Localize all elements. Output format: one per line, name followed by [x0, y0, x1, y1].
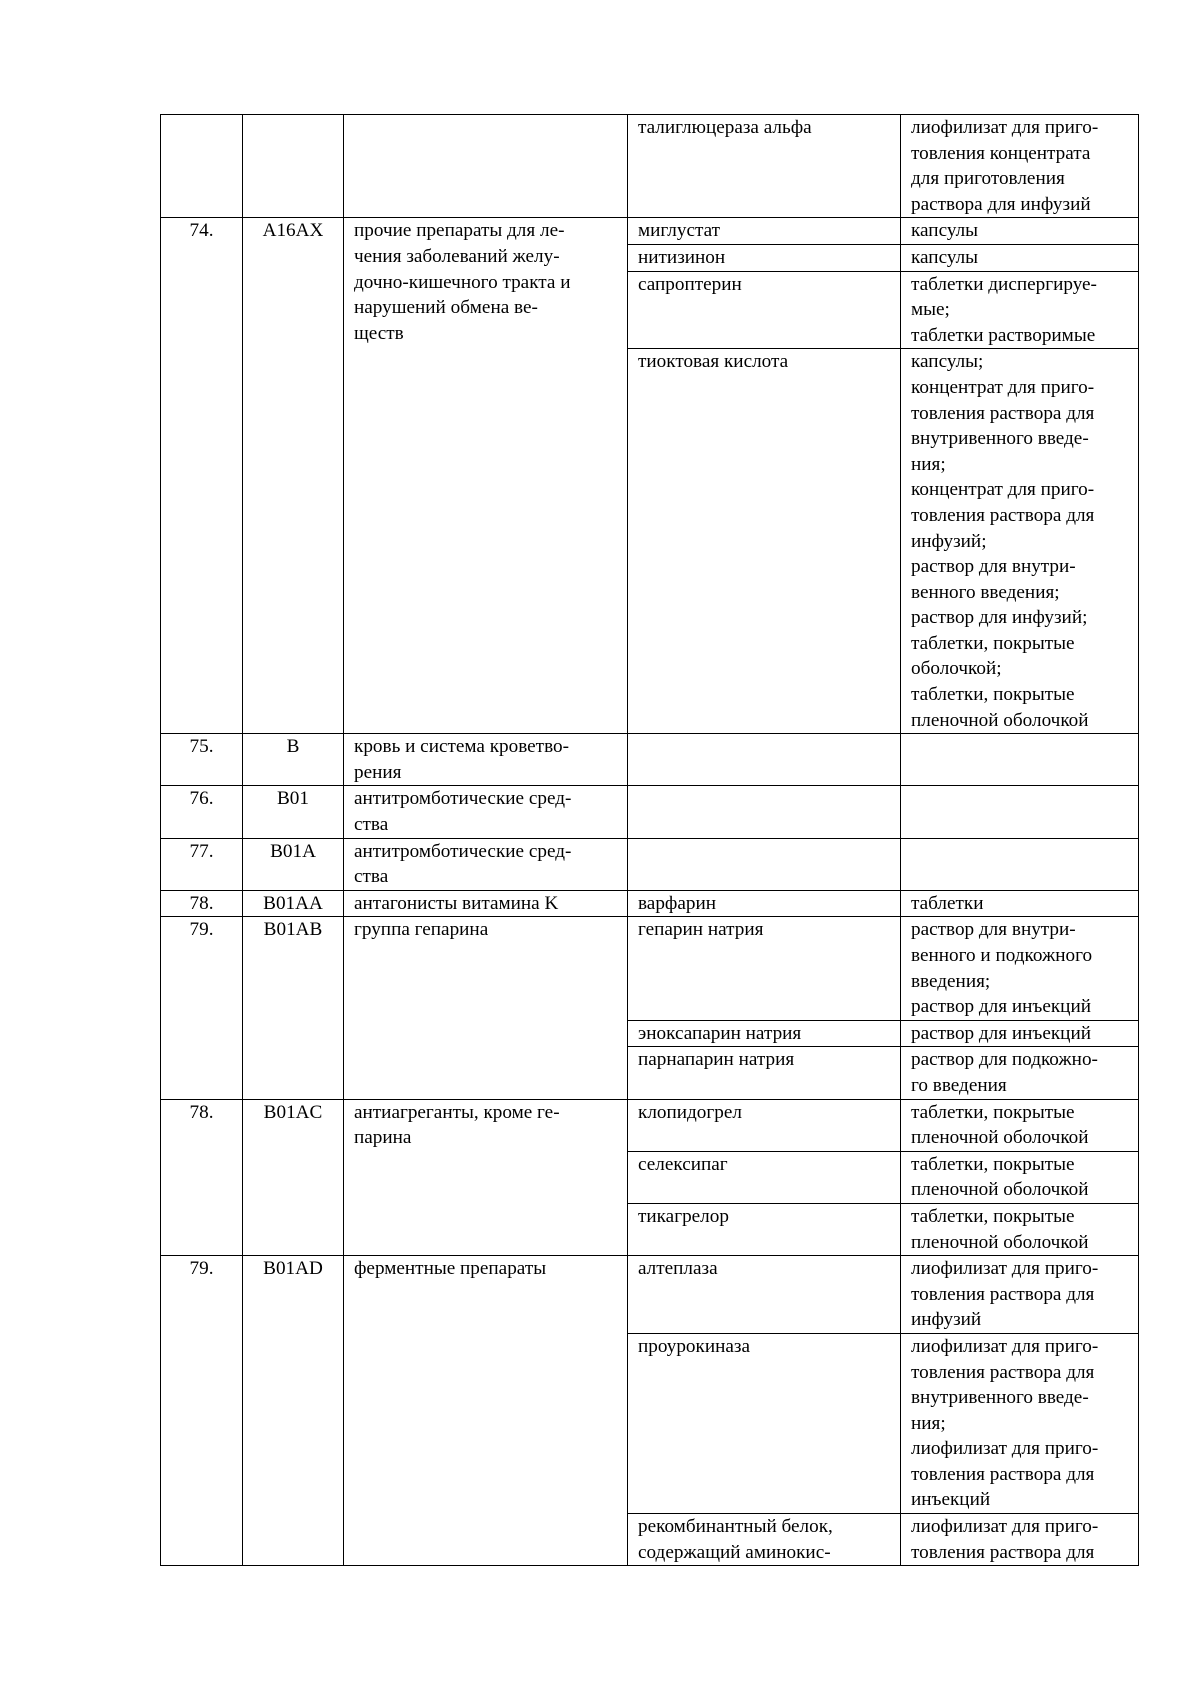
anatomical-group-cell: антиагреганты, кроме ге- парина: [344, 1099, 628, 1256]
dosage-form-cell: лиофилизат для приго- товления раствора для: [901, 1514, 1139, 1566]
atc-code-cell: B: [243, 734, 344, 786]
drug-name-cell: [628, 734, 901, 786]
anatomical-group-cell: группа гепарина: [344, 917, 628, 1099]
table-body: [161, 115, 1139, 1566]
dosage-form-cell: [901, 786, 1139, 838]
table-row: [161, 734, 1139, 786]
drug-name-cell: нитизинон: [628, 244, 901, 271]
dosage-form-cell: [901, 838, 1139, 890]
drug-name-cell: варфарин: [628, 890, 901, 917]
row-number-cell: 75.: [161, 734, 243, 786]
row-number-cell: 76.: [161, 786, 243, 838]
drug-name-cell: талиглюцераза альфа: [628, 115, 901, 218]
dosage-form-cell: лиофилизат для приго- товления раствора для инфузий: [901, 1256, 1139, 1334]
dosage-form-cell: [901, 734, 1139, 786]
dosage-form-cell: капсулы: [901, 244, 1139, 271]
anatomical-group-cell: прочие препараты для ле- чения заболеваний желу- дочно-кишечного тракта и нарушений обмена ве- ществ: [344, 218, 628, 734]
drug-name-cell: тикагрелор: [628, 1203, 901, 1255]
drug-name-cell: парнапарин натрия: [628, 1047, 901, 1099]
table-row: [161, 1256, 1139, 1334]
table-row: [161, 115, 1139, 218]
table-row: [161, 917, 1139, 1020]
table-row: [161, 890, 1139, 917]
drug-name-cell: гепарин натрия: [628, 917, 901, 1020]
dosage-form-cell: таблетки, покрытые пленочной оболочкой: [901, 1203, 1139, 1255]
atc-code-cell: A16AX: [243, 218, 344, 734]
drug-name-cell: селексипаг: [628, 1151, 901, 1203]
anatomical-group-cell: кровь и система кроветво- рения: [344, 734, 628, 786]
row-number-cell: 74.: [161, 218, 243, 734]
row-number-cell: [161, 115, 243, 218]
row-number-cell: 78.: [161, 1099, 243, 1256]
row-number-cell: 77.: [161, 838, 243, 890]
drug-name-cell: эноксапарин натрия: [628, 1020, 901, 1047]
drug-name-cell: алтеплаза: [628, 1256, 901, 1334]
drug-name-cell: проурокиназа: [628, 1333, 901, 1513]
atc-code-cell: B01AA: [243, 890, 344, 917]
table-row: [161, 218, 1139, 245]
drug-name-cell: тиоктовая кислота: [628, 349, 901, 734]
dosage-form-cell: капсулы; концентрат для приго- товления раствора для внутривенного введе- ния; концентрат для приго- товления раствора для инфузий; раствор для внутри- венного введения; раствор для инфузий; таблетки, покрытые оболочкой; таблетки, покрытые пленочной оболочкой: [901, 349, 1139, 734]
dosage-form-cell: таблетки диспергируе- мые; таблетки растворимые: [901, 271, 1139, 349]
drug-name-cell: клопидогрел: [628, 1099, 901, 1151]
atc-code-cell: B01A: [243, 838, 344, 890]
atc-code-cell: [243, 115, 344, 218]
dosage-form-cell: раствор для внутри- венного и подкожного введения; раствор для инъекций: [901, 917, 1139, 1020]
drug-name-cell: рекомбинантный белок, содержащий аминокис-: [628, 1514, 901, 1566]
row-number-cell: 79.: [161, 917, 243, 1099]
document-page: [160, 114, 1139, 1566]
dosage-form-cell: капсулы: [901, 218, 1139, 245]
anatomical-group-cell: антитромботические сред- ства: [344, 786, 628, 838]
drug-name-cell: [628, 838, 901, 890]
table-row: [161, 1099, 1139, 1151]
dosage-form-cell: раствор для подкожно- го введения: [901, 1047, 1139, 1099]
anatomical-group-cell: антитромботические сред- ства: [344, 838, 628, 890]
drug-name-cell: сапроптерин: [628, 271, 901, 349]
atc-code-cell: B01AC: [243, 1099, 344, 1256]
dosage-form-cell: лиофилизат для приго- товления раствора для внутривенного введе- ния; лиофилизат для приго- товления раствора для инъекций: [901, 1333, 1139, 1513]
atc-code-cell: B01: [243, 786, 344, 838]
dosage-form-cell: таблетки, покрытые пленочной оболочкой: [901, 1099, 1139, 1151]
anatomical-group-cell: ферментные препараты: [344, 1256, 628, 1566]
drug-name-cell: [628, 786, 901, 838]
drug-list-table: [160, 114, 1139, 1566]
table-row: [161, 838, 1139, 890]
drug-name-cell: миглустат: [628, 218, 901, 245]
row-number-cell: 79.: [161, 1256, 243, 1566]
dosage-form-cell: раствор для инъекций: [901, 1020, 1139, 1047]
dosage-form-cell: таблетки, покрытые пленочной оболочкой: [901, 1151, 1139, 1203]
atc-code-cell: B01AB: [243, 917, 344, 1099]
dosage-form-cell: таблетки: [901, 890, 1139, 917]
table-row: [161, 786, 1139, 838]
atc-code-cell: B01AD: [243, 1256, 344, 1566]
dosage-form-cell: лиофилизат для приго- товления концентрата для приготовления раствора для инфузий: [901, 115, 1139, 218]
anatomical-group-cell: [344, 115, 628, 218]
anatomical-group-cell: антагонисты витамина K: [344, 890, 628, 917]
row-number-cell: 78.: [161, 890, 243, 917]
